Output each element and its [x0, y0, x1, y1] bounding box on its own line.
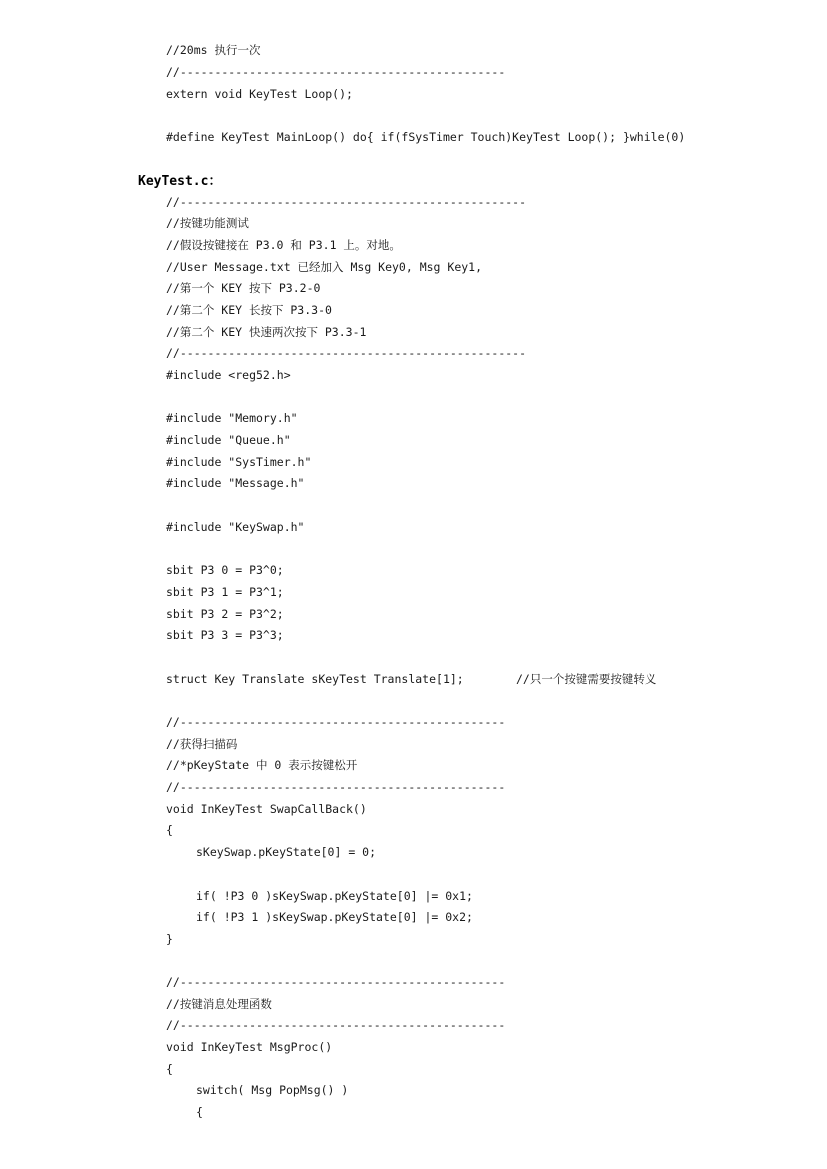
code-line: //-----------------------------------------------	[166, 715, 506, 729]
code-line: //-----------------------------------------------	[166, 975, 506, 989]
code-line: //-----------------------------------------------	[166, 65, 506, 79]
code-line: void InKeyTest MsgProc()	[166, 1040, 333, 1054]
code-line: #include "KeySwap.h"	[166, 520, 305, 534]
code-line: //-----------------------------------------------	[166, 1018, 506, 1032]
code-line: #include <reg52.h>	[166, 368, 291, 382]
code-line: //第一个 KEY 按下 P3.2-0	[166, 281, 321, 295]
code-line: //User Message.txt 已经加入 Msg Key0, Msg Key1,	[166, 260, 483, 274]
code-line: {	[196, 1105, 203, 1119]
code-line: //-----------------------------------------------	[166, 780, 506, 794]
section-heading: KeyTest.c：	[138, 174, 222, 189]
code-line: sbit P3 1 = P3^1;	[166, 585, 284, 599]
code-line: //第二个 KEY 快速两次按下 P3.3-1	[166, 325, 367, 339]
code-line: //假设按键接在 P3.0 和 P3.1 上。对地。	[166, 238, 401, 252]
code-line: sbit P3 3 = P3^3;	[166, 628, 284, 642]
code-line: if( !P3 0 )sKeySwap.pKeyState[0] |= 0x1;	[196, 889, 473, 903]
code-line: }	[166, 932, 173, 946]
code-line: //20ms 执行一次	[166, 43, 261, 57]
code-comment: //只一个按键需要按键转义	[516, 672, 657, 686]
code-line: #include "Message.h"	[166, 476, 305, 490]
code-line: {	[166, 1062, 173, 1076]
code-line: //按键功能测试	[166, 216, 249, 230]
code-line: sKeySwap.pKeyState[0] = 0;	[196, 845, 377, 859]
code-line: extern void KeyTest Loop();	[166, 87, 353, 101]
code-line: sbit P3 0 = P3^0;	[166, 563, 284, 577]
code-line: if( !P3 1 )sKeySwap.pKeyState[0] |= 0x2;	[196, 910, 473, 924]
code-line: //第二个 KEY 长按下 P3.3-0	[166, 303, 332, 317]
code-line: //*pKeyState 中 0 表示按键松开	[166, 758, 358, 772]
code-line: struct Key Translate sKeyTest Translate[1];	[166, 672, 464, 686]
code-line: #include "Memory.h"	[166, 411, 298, 425]
code-line: sbit P3 2 = P3^2;	[166, 607, 284, 621]
code-line: //--------------------------------------------------	[166, 346, 527, 360]
code-line: //获得扫描码	[166, 737, 238, 751]
code-line: //--------------------------------------------------	[166, 195, 527, 209]
code-line: {	[166, 823, 173, 837]
code-line: void InKeyTest SwapCallBack()	[166, 802, 367, 816]
code-line: #include "Queue.h"	[166, 433, 291, 447]
code-line: #include "SysTimer.h"	[166, 455, 312, 469]
code-line: //按键消息处理函数	[166, 997, 272, 1011]
code-line: #define KeyTest MainLoop() do{ if(fSysTimer Touch)KeyTest Loop(); }while(0)	[166, 130, 686, 144]
code-line: switch( Msg PopMsg() )	[196, 1083, 349, 1097]
